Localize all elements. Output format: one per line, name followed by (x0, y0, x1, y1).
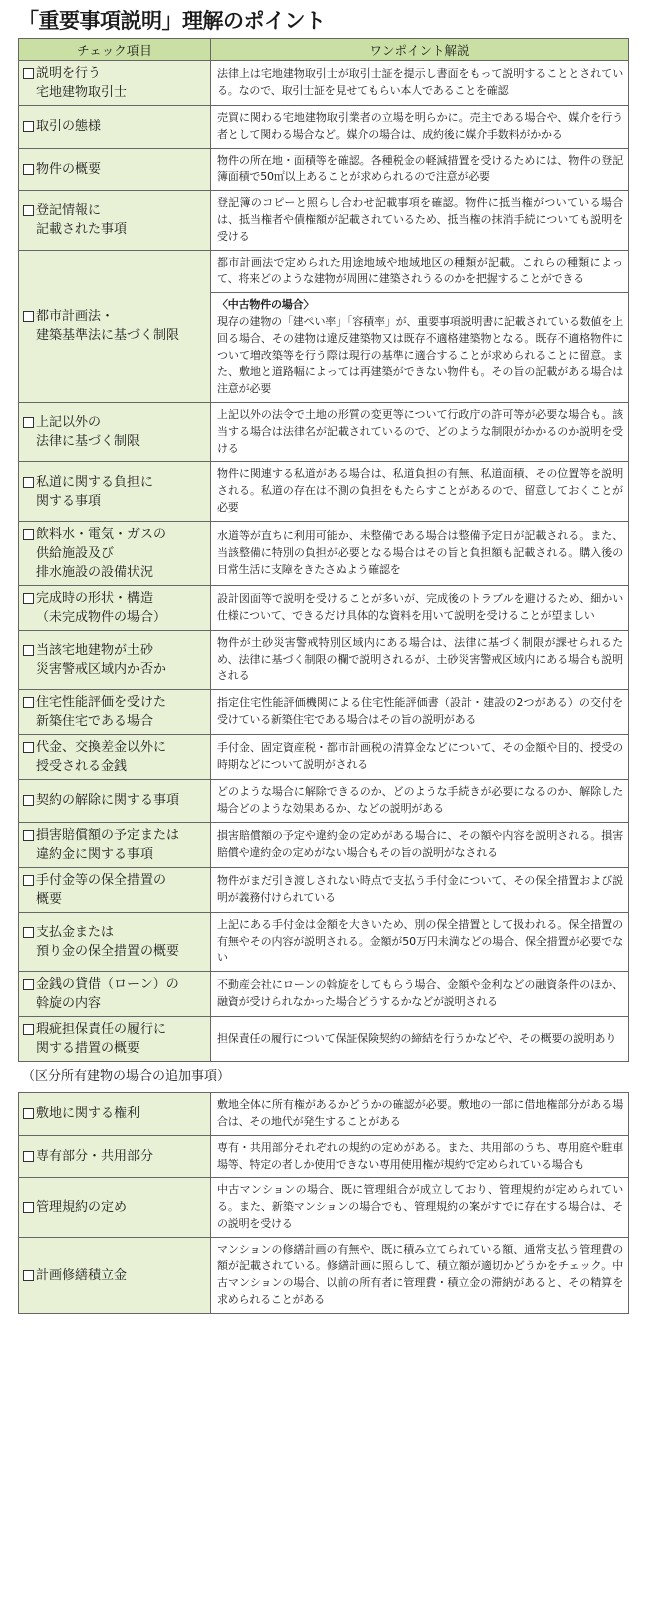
check-item-line: 排水施設の設備状況 (36, 564, 154, 580)
checkbox[interactable] (23, 477, 34, 488)
table-row (19, 1237, 629, 1313)
explanation-cell: 物件に関連する私道がある場合は、私道負担の有無、私道面積、その位置等を説明される。私道の存在は不測の負担をもたらすことがあるので、留意しておくことが必要 (211, 462, 629, 521)
explanation-cell: 手付金、固定資産税・都市計画税の清算金などについて、その金額や目的、授受の時期などについて説明がされる (211, 735, 629, 780)
table-row (19, 1178, 629, 1237)
check-item-cell (19, 780, 211, 823)
check-item-cell (19, 521, 211, 585)
check-item-line: 取引の態様 (36, 119, 102, 135)
explanation-cell: マンションの修繕計画の有無や、既に積み立てられている額、通常支払う管理費の額が記載されている。修繕計画に照らして、積立額が適切かどうかをチェック。中古マンションの場合、以前の所有者に管理費・積立金の滞納があると、その精算を求められることがある (211, 1237, 629, 1313)
check-item-label (36, 1266, 127, 1285)
explanation-cell: 敷地全体に所有権があるかどうかの確認が必要。敷地の一部に借地権部分がある場合は、その地代が発生することがある (211, 1093, 629, 1136)
header-check-item: チェック項目 (19, 39, 211, 61)
explanation-cell: 上記にある手付金は金額を大きいため、別の保全措置として扱われる。保全措置の有無やその内容が説明される。金額が50万円未満などの場合、保全措置が必要でない (211, 912, 629, 971)
check-item-line: 計画修繕積立金 (36, 1267, 128, 1283)
check-item-line: 違約金に関する事項 (36, 846, 154, 862)
check-item-line: 金銭の貸借（ローン）の (36, 977, 179, 993)
checkbox[interactable] (23, 1108, 34, 1119)
check-item-label (36, 1198, 127, 1217)
explanation-cell: 中古マンションの場合、既に管理組合が成立しており、管理規約が定められている。また、新築マンションの場合でも、管理規約の案がすでに存在する場合は、その説明を受ける (211, 1178, 629, 1237)
checkbox[interactable] (23, 1024, 34, 1035)
check-item-label (36, 641, 166, 679)
table-row (19, 735, 629, 780)
table-row (19, 1135, 629, 1178)
table-row (19, 402, 629, 461)
check-item-line: 瑕疵担保責任の履行に (36, 1022, 167, 1038)
check-item-line: 預り金の保全措置の概要 (36, 943, 180, 959)
checklist-body (19, 61, 629, 1062)
check-item-line: 説明を行う (36, 66, 102, 81)
check-item-cell (19, 1237, 211, 1313)
check-item-line: 飲料水・電気・ガスの (36, 526, 167, 542)
table-row (19, 912, 629, 971)
checkbox[interactable] (23, 529, 34, 540)
explanation-cell: 水道等が直ちに利用可能か、未整備である場合は整備予定日が記載される。また、当該整備に特別の負担が必要となる場合はその旨と負担額も記載される。購入後の日常生活に支障をきたさぬよう確認を (211, 521, 629, 585)
check-item-cell (19, 1093, 211, 1136)
checkbox[interactable] (23, 1151, 34, 1162)
table-row (19, 1093, 629, 1136)
checkbox[interactable] (23, 795, 34, 806)
check-item-line: 災害警戒区域内か否か (36, 661, 167, 677)
check-item-cell (19, 690, 211, 735)
check-item-cell (19, 867, 211, 912)
check-item-label (36, 525, 166, 582)
condo-checklist-body (19, 1093, 629, 1314)
table-row (19, 61, 629, 106)
check-item-label (36, 975, 179, 1013)
table-row (19, 1017, 629, 1062)
explanation-cell: 上記以外の法令で土地の形質の変更等について行政庁の許可等が必要な場合も。該当する場合は法律名が記載されているので、どのような制限がかかるのか説明を受ける (211, 402, 629, 461)
check-item-cell (19, 630, 211, 689)
check-item-cell (19, 972, 211, 1017)
checkbox[interactable] (23, 875, 34, 886)
checkbox[interactable] (23, 593, 34, 604)
table-row (19, 972, 629, 1017)
check-item-line: 関する事項 (36, 493, 102, 509)
checkbox[interactable] (23, 1202, 34, 1213)
explanation-cell: 指定住宅性能評価機関による住宅性能評価書（設計・建設の2つがある）の交付を受けている新築住宅である場合はその旨の説明がある (211, 690, 629, 735)
table-row (19, 630, 629, 689)
check-item-line: 斡旋の内容 (36, 996, 102, 1012)
check-item-line: 新築住宅である場合 (36, 714, 154, 730)
checkbox[interactable] (23, 417, 34, 428)
checkbox[interactable] (23, 697, 34, 708)
table-row (19, 521, 629, 585)
check-item-line: 損害賠償額の予定または (36, 827, 180, 843)
explanation-cell-used-property (211, 293, 629, 403)
check-item-line: 関する措置の概要 (36, 1041, 141, 1057)
check-item-label (36, 160, 101, 179)
check-item-line: 当該宅地建物が土砂 (36, 642, 154, 658)
check-item-line: 登記情報に (36, 203, 102, 219)
explanation-cell: 損害賠償額の予定や違約金の定めがある場合に、その額や内容を説明される。損害賠償や違約金の定めがない場合もその旨の説明がなされる (211, 822, 629, 867)
table-row (19, 250, 629, 293)
check-item-line: 住宅性能評価を受けた (36, 695, 167, 711)
check-item-label (36, 201, 127, 239)
condo-checklist-table (18, 1092, 629, 1314)
check-item-line: 概要 (36, 891, 63, 907)
explanation-cell: 物件が土砂災害警戒特別区域内にある場合は、法律に基づく制限が課せられるため、法律に基づく制限の欄で説明されるが、土砂災害警戒区域内にある場合も説明される (211, 630, 629, 689)
check-item-line: 都市計画法・ (36, 309, 115, 325)
table-row (19, 462, 629, 521)
check-item-cell (19, 148, 211, 191)
check-item-label (36, 1020, 166, 1058)
used-property-heading: 〈中古物件の場合〉 (217, 298, 315, 312)
check-item-cell (19, 735, 211, 780)
checkbox[interactable] (23, 927, 34, 938)
table-row (19, 106, 629, 149)
check-item-label (36, 1104, 140, 1123)
explanation-cell: 都市計画法で定められた用途地域や地域地区の種類が記載。これらの種類によって、将来どのような建物が周囲に建築されうるのかを把握することができる (211, 250, 629, 293)
checklist-table (18, 38, 629, 1062)
table-row (19, 822, 629, 867)
check-item-cell (19, 1017, 211, 1062)
check-item-line: 敷地に関する権利 (36, 1106, 141, 1122)
check-item-label (36, 413, 140, 451)
explanation-cell: 登記簿のコピーと照らし合わせ記載事項を確認。物件に抵当権がついている場合は、抵当権者や債権額が記載されているため、抵当権の抹消手続についても説明を受ける (211, 191, 629, 250)
check-item-line: （未完成物件の場合） (36, 609, 167, 625)
table-row (19, 148, 629, 191)
check-item-line: 物件の概要 (36, 161, 102, 177)
checkbox[interactable] (23, 645, 34, 656)
checkbox[interactable] (23, 830, 34, 841)
check-item-label (36, 117, 101, 136)
checkbox[interactable] (23, 68, 34, 79)
check-item-cell (19, 1135, 211, 1178)
page-title: 「重要事項説明」理解のポイント (18, 9, 326, 33)
check-item-cell (19, 912, 211, 971)
check-item-line: 代金、交換差金以外に (36, 740, 167, 756)
section-label-condo: （区分所有建物の場合の追加事項） (22, 1069, 231, 1085)
check-item-label (36, 589, 166, 627)
checkbox[interactable] (23, 205, 34, 216)
check-item-label (36, 871, 166, 909)
check-item-line: 支払金または (36, 924, 115, 940)
checkbox[interactable] (23, 979, 34, 990)
explanation-cell: 物件の所在地・面積等を確認。各種税金の軽減措置を受けるためには、物件の登記簿面積で50㎡以上あることが求められるので注意が必要 (211, 148, 629, 191)
checkbox[interactable] (23, 1270, 34, 1281)
check-item-line: 建築基準法に基づく制限 (36, 328, 180, 344)
table-row (19, 585, 629, 630)
table-row (19, 191, 629, 250)
table-row (19, 780, 629, 823)
table-header-row (19, 39, 629, 61)
explanation-cell: 担保責任の履行について保証保険契約の締結を行うかなどや、その概要の説明あり (211, 1017, 629, 1062)
check-item-line: 私道に関する負担に (36, 474, 154, 490)
check-item-cell (19, 1178, 211, 1237)
check-item-label (36, 738, 166, 776)
explanation-cell: 売買に関わる宅地建物取引業者の立場を明らかに。売主である場合や、媒介を行う者として関わる場合など。媒介の場合は、成約後に媒介手数料がかかる (211, 106, 629, 149)
check-item-line: 専有部分・共用部分 (36, 1149, 154, 1164)
check-item-line: 記載された事項 (36, 222, 128, 238)
checkbox[interactable] (23, 311, 34, 322)
check-item-cell (19, 106, 211, 149)
header-one-point: ワンポイント解説 (211, 39, 629, 61)
check-item-label (36, 791, 179, 810)
table-row (19, 867, 629, 912)
check-item-line: 上記以外の (36, 415, 102, 431)
check-item-label (36, 307, 179, 345)
check-item-cell (19, 585, 211, 630)
checkbox[interactable] (23, 121, 34, 132)
check-item-line: 法律に基づく制限 (36, 434, 141, 450)
check-item-cell (19, 822, 211, 867)
explanation-cell: どのような場合に解除できるのか、どのような手続きが必要になるのか、解除した場合どのような効果あるか、などの説明がある (211, 780, 629, 823)
check-item-label (36, 693, 166, 731)
check-item-line: 宅地建物取引士 (36, 85, 128, 100)
used-property-text: 現存の建物の「建ぺい率」「容積率」が、重要事項説明書に記載されている数値を上回る場合、その建物は違反建築物又は既存不適格建築物となる。既存不適格物件について増改築等を行う際は現行の基準に適合することが求められることに留意。また、敷地と道路幅によっては再建築ができない物件も。その旨の記載がある場合は注意が必要 (217, 314, 623, 396)
check-item-label (36, 473, 153, 511)
check-item-line: 手付金等の保全措置の (36, 872, 167, 888)
check-item-line: 管理規約の定め (36, 1199, 128, 1215)
explanation-cell: 不動産会社にローンの斡旋をしてもらう場合、金額や金利などの融資条件のほか、融資が受けられなかった場合どうするかなどが説明される (211, 972, 629, 1017)
check-item-cell (19, 462, 211, 521)
check-item-cell (19, 191, 211, 250)
explanation-cell: 物件がまだ引き渡しされない時点で支払う手付金について、その保全措置および説明が義務付けられている (211, 867, 629, 912)
explanation-cell: 専有・共用部分それぞれの規約の定めがある。また、共用部のうち、専用庭や駐車場等、特定の者しか使用できない専用使用権が規約で定められている場合も (211, 1135, 629, 1178)
check-item-label (36, 826, 179, 864)
check-item-cell (19, 61, 211, 106)
check-item-cell (19, 402, 211, 461)
check-item-label (36, 64, 127, 102)
explanation-cell: 設計図面等で説明を受けることが多いが、完成後のトラブルを避けるため、細かい仕様について、できるだけ具体的な資料を用いて説明を受けることが望ましい (211, 585, 629, 630)
explanation-cell: 法律上は宅地建物取引士が取引士証を提示し書面をもって説明することとされている。なので、取引士証を見せてもらい本人であることを確認 (211, 61, 629, 106)
table-row (19, 690, 629, 735)
checkbox[interactable] (23, 742, 34, 753)
checkbox[interactable] (23, 164, 34, 175)
check-item-line: 授受される金銭 (36, 759, 128, 775)
check-item-line: 契約の解除に関する事項 (36, 793, 180, 809)
check-item-cell (19, 250, 211, 402)
check-item-label (36, 1147, 153, 1166)
check-item-line: 完成時の形状・構造 (36, 590, 154, 606)
check-item-line: 供給施設及び (36, 545, 115, 561)
check-item-label (36, 923, 179, 961)
